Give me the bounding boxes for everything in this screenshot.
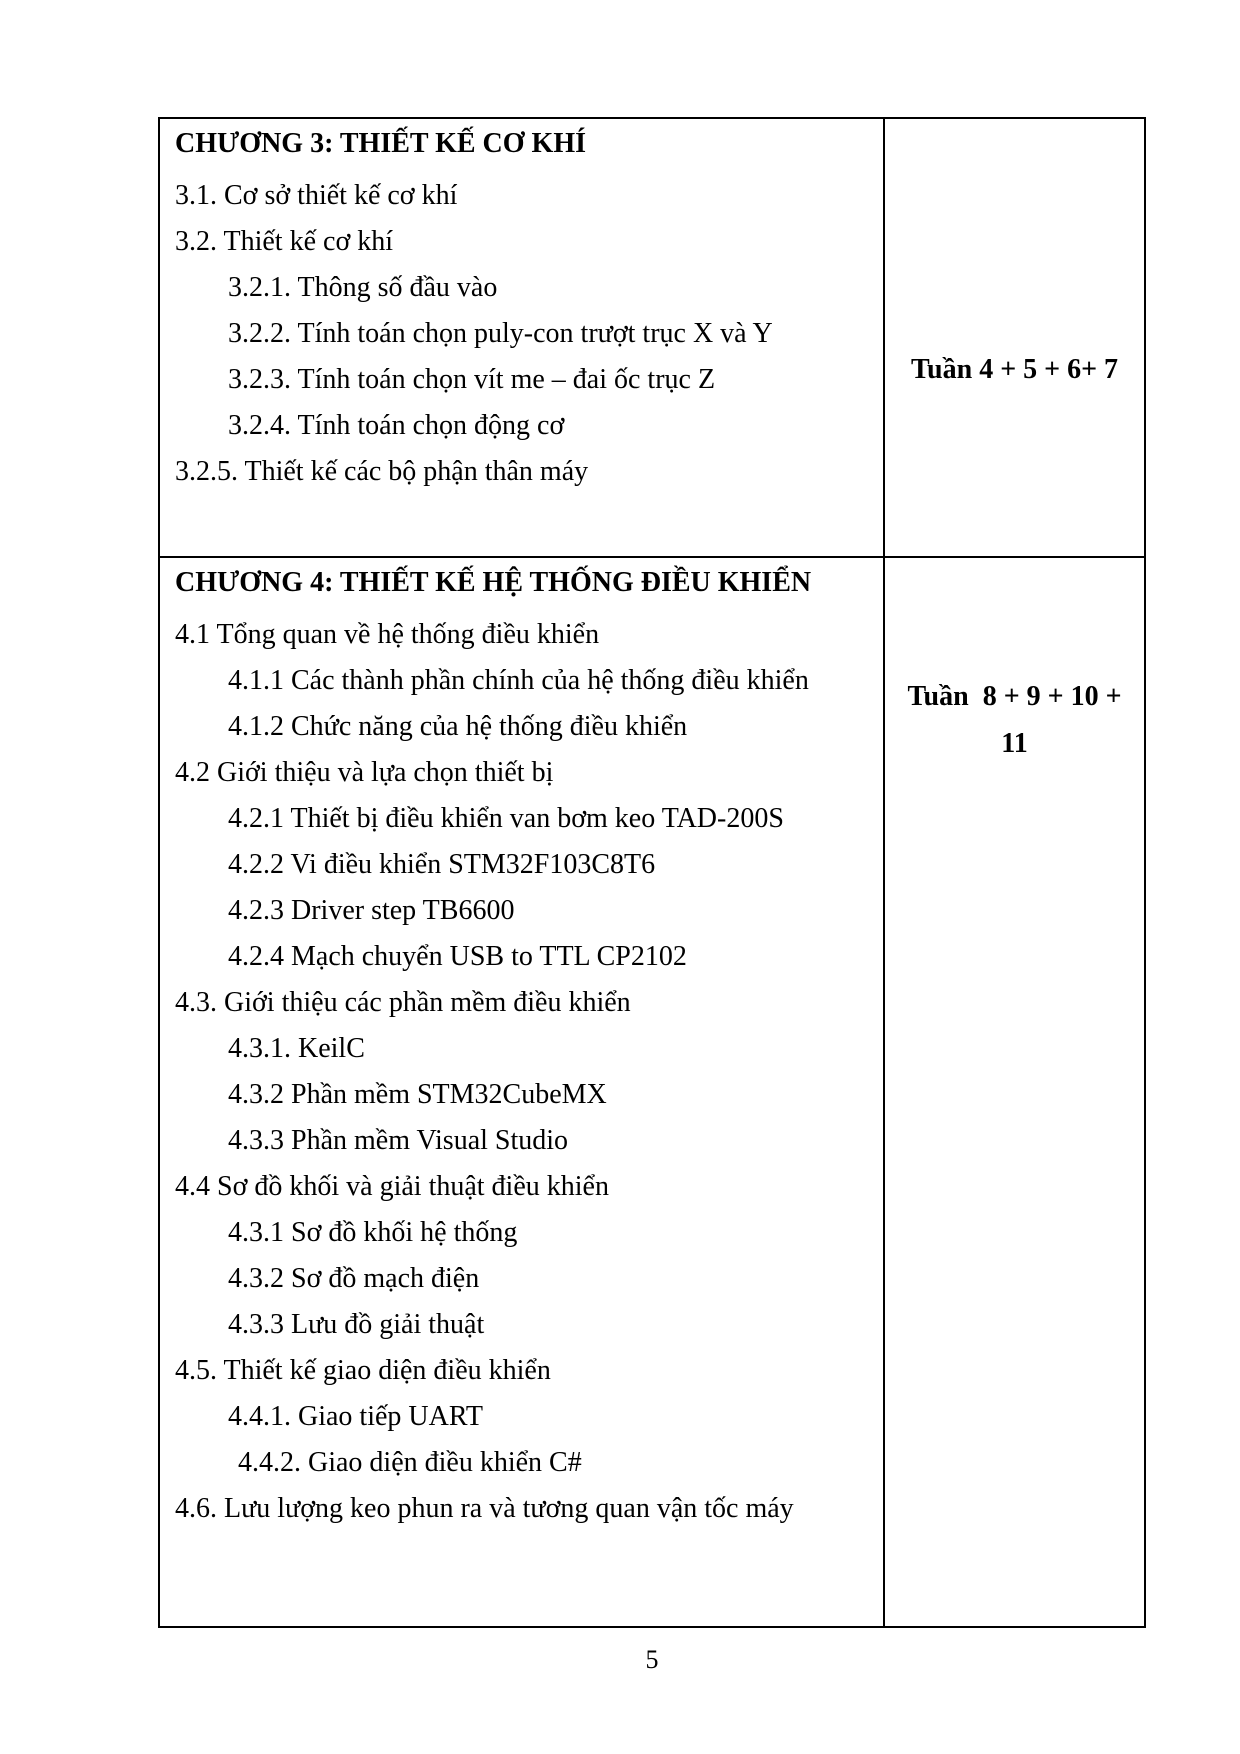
toc-item: 4.3.3 Lưu đồ giải thuật xyxy=(228,1309,485,1340)
week-label-chapter-4-line2: 11 xyxy=(1001,728,1028,759)
table-row-chapter-3 xyxy=(160,119,1144,556)
toc-item: 4.1.1 Các thành phần chính của hệ thống điều khiển xyxy=(228,665,809,696)
toc-item: 3.2.3. Tính toán chọn vít me – đai ốc trục Z xyxy=(228,364,716,395)
chapter-3-content-cell xyxy=(160,119,885,556)
chapter-3-week-cell xyxy=(885,119,1144,556)
toc-item: 4.2.3 Driver step TB6600 xyxy=(228,895,515,926)
toc-item: 3.2.2. Tính toán chọn puly-con trượt trục X và Y xyxy=(228,318,773,349)
toc-item: 3.2.1. Thông số đầu vào xyxy=(228,272,498,303)
toc-item: 4.3.1. KeilC xyxy=(228,1033,365,1064)
toc-item: 4.4.1. Giao tiếp UART xyxy=(228,1401,483,1432)
toc-item: 4.2 Giới thiệu và lựa chọn thiết bị xyxy=(175,757,554,788)
toc-item: 4.5. Thiết kế giao diện điều khiển xyxy=(175,1355,551,1386)
toc-item: 3.2.4. Tính toán chọn động cơ xyxy=(228,410,565,441)
schedule-table xyxy=(158,117,1146,1628)
toc-item: 4.2.1 Thiết bị điều khiển van bơm keo TAD-200S xyxy=(228,803,784,834)
toc-item: 4.3. Giới thiệu các phần mềm điều khiển xyxy=(175,987,631,1018)
toc-item: 3.2.5. Thiết kế các bộ phận thân máy xyxy=(175,456,589,487)
toc-item: 4.2.2 Vi điều khiển STM32F103C8T6 xyxy=(228,849,656,880)
page-number: 5 xyxy=(645,1645,659,1674)
chapter-4-week-cell xyxy=(885,558,1144,1626)
table-row-chapter-4 xyxy=(160,556,1144,1626)
toc-item: 4.3.1 Sơ đồ khối hệ thống xyxy=(228,1217,518,1248)
toc-item: 4.3.2 Sơ đồ mạch điện xyxy=(228,1263,480,1294)
toc-item: 4.1 Tổng quan về hệ thống điều khiển xyxy=(175,619,600,650)
toc-item: 4.3.3 Phần mềm Visual Studio xyxy=(228,1125,569,1156)
toc-item: 4.2.4 Mạch chuyển USB to TTL CP2102 xyxy=(228,941,687,972)
toc-item: 4.4.2. Giao diện điều khiển C# xyxy=(238,1447,582,1478)
toc-item: 3.1. Cơ sở thiết kế cơ khí xyxy=(175,180,458,211)
toc-item: 4.1.2 Chức năng của hệ thống điều khiển xyxy=(228,711,688,742)
toc-item: 3.2. Thiết kế cơ khí xyxy=(175,226,394,257)
chapter-3-heading: CHƯƠNG 3: THIẾT KẾ CƠ KHÍ xyxy=(175,128,586,159)
toc-item: 4.6. Lưu lượng keo phun ra và tương quan vận tốc máy xyxy=(175,1493,794,1524)
week-label-chapter-3: Tuần 4 + 5 + 6+ 7 xyxy=(910,354,1119,385)
chapter-4-heading: CHƯƠNG 4: THIẾT KẾ HỆ THỐNG ĐIỀU KHIỂN xyxy=(175,567,812,598)
toc-item: 4.3.2 Phần mềm STM32CubeMX xyxy=(228,1079,607,1110)
toc-item: 4.4 Sơ đồ khối và giải thuật điều khiển xyxy=(175,1171,609,1202)
chapter-4-content-cell xyxy=(160,558,885,1626)
week-label-chapter-4-line1: Tuần 8 + 9 + 10 + xyxy=(907,681,1122,712)
